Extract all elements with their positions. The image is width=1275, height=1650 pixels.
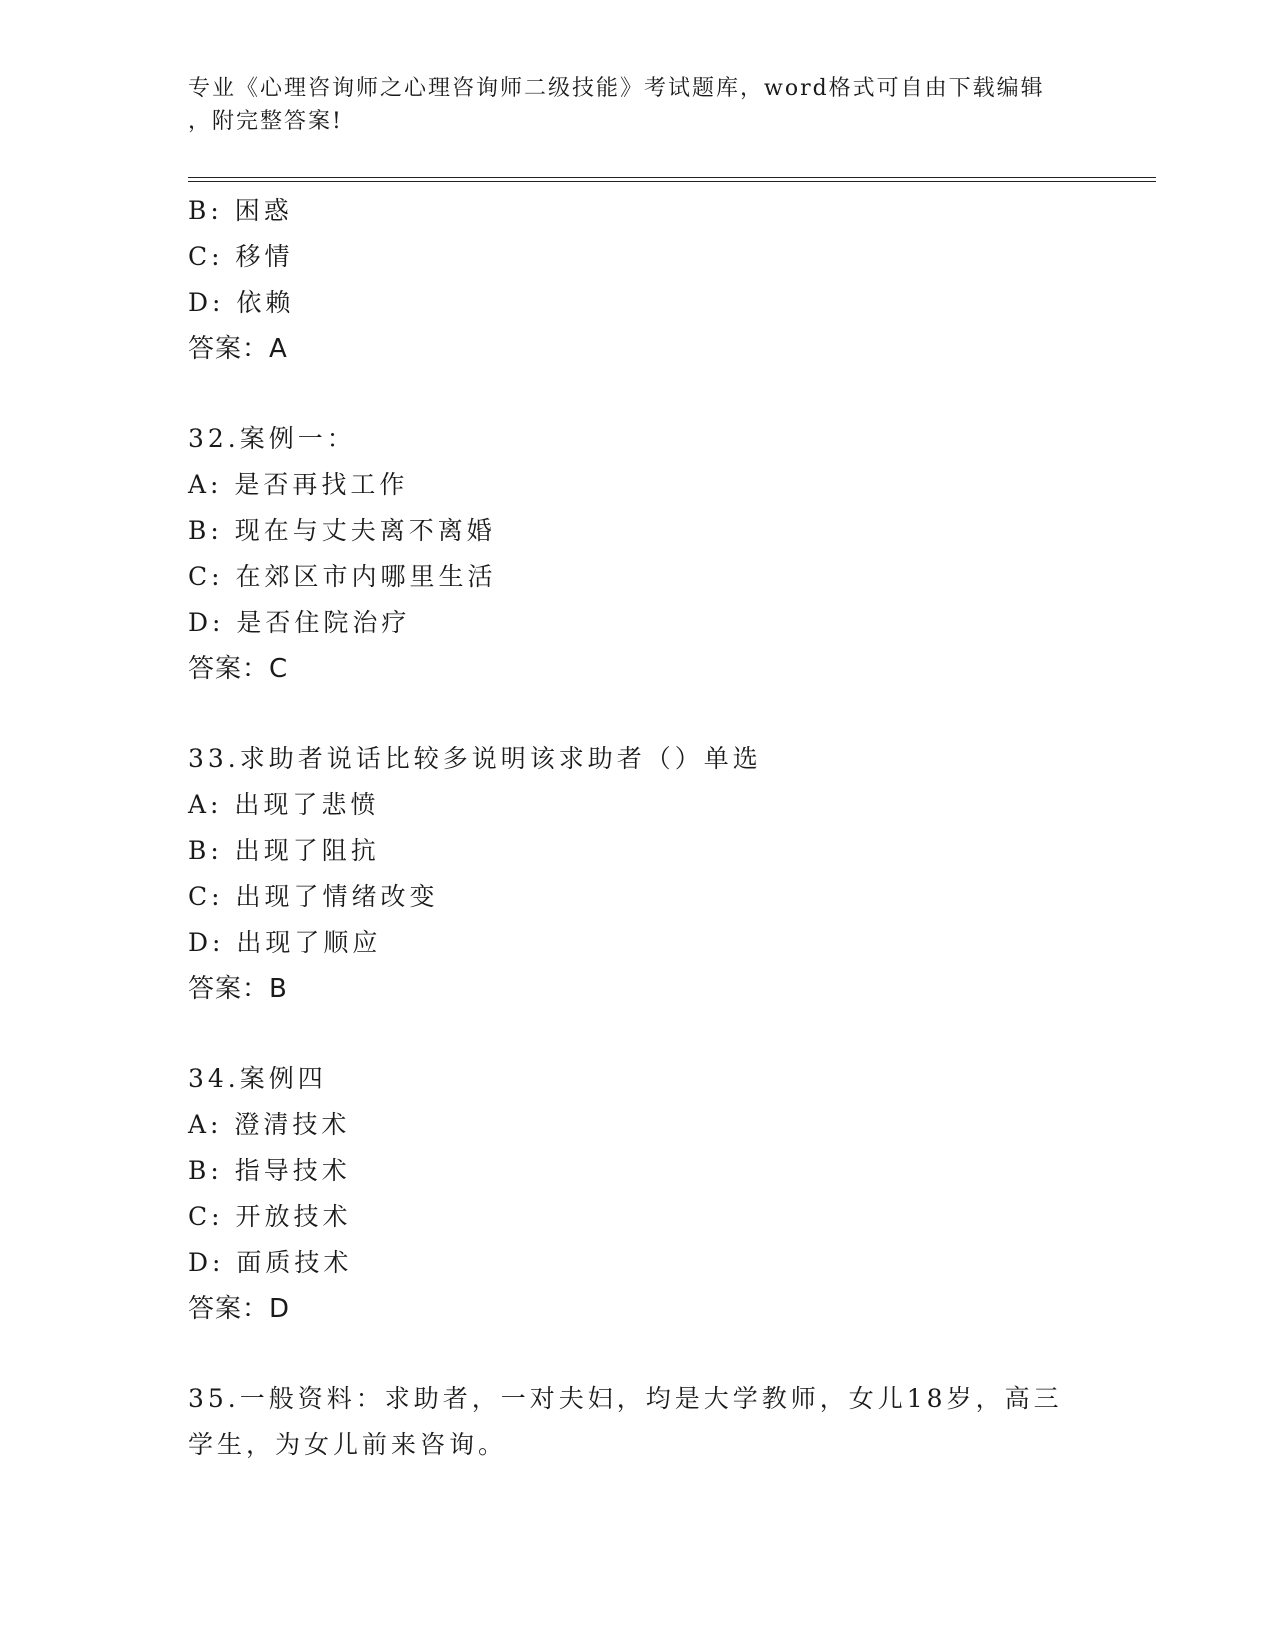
option-d: D: 依赖 bbox=[188, 288, 295, 317]
document-header bbox=[188, 72, 1088, 138]
option-a: A: 是否再找工作 bbox=[188, 470, 409, 499]
question-35 bbox=[188, 1376, 1148, 1468]
option-c: C: 出现了情绪改变 bbox=[188, 882, 439, 911]
header-line-1: 专业《心理咨询师之心理咨询师二级技能》考试题库，word格式可自由下载编辑 bbox=[188, 76, 1045, 101]
question-stem: 32.案例一： bbox=[188, 424, 356, 453]
answer: 答案：A bbox=[188, 334, 288, 364]
option-a: A: 澄清技术 bbox=[188, 1110, 351, 1139]
option-d: D: 面质技术 bbox=[188, 1248, 353, 1277]
question-33 bbox=[188, 736, 1148, 1012]
question-stem: 34.案例四 bbox=[188, 1064, 327, 1093]
answer: 答案：D bbox=[188, 1294, 291, 1324]
option-c: C: 开放技术 bbox=[188, 1202, 352, 1231]
question-32 bbox=[188, 416, 1148, 692]
question-stem: 33.求助者说话比较多说明该求助者（）单选 bbox=[188, 744, 762, 773]
option-b: B: 指导技术 bbox=[188, 1156, 351, 1185]
header-line-2: ，附完整答案! bbox=[188, 109, 343, 134]
option-c: C: 在郊区市内哪里生活 bbox=[188, 562, 497, 591]
question-31-continued bbox=[188, 188, 1148, 372]
answer: 答案：B bbox=[188, 974, 288, 1004]
option-b: B: 现在与丈夫离不离婚 bbox=[188, 516, 496, 545]
option-a: A: 出现了悲愤 bbox=[188, 790, 380, 819]
header-divider bbox=[188, 177, 1156, 182]
question-stem-line-1: 35.一般资料：求助者，一对夫妇，均是大学教师，女儿18岁，高三 bbox=[188, 1384, 1063, 1413]
option-d: D: 是否住院治疗 bbox=[188, 608, 411, 637]
question-stem-line-2: 学生，为女儿前来咨询。 bbox=[188, 1430, 508, 1459]
answer: 答案：C bbox=[188, 654, 289, 684]
option-c: C: 移情 bbox=[188, 242, 294, 271]
option-b: B: 出现了阻抗 bbox=[188, 836, 380, 865]
question-content bbox=[188, 188, 1148, 1468]
option-b: B: 困惑 bbox=[188, 196, 293, 225]
question-34 bbox=[188, 1056, 1148, 1332]
option-d: D: 出现了顺应 bbox=[188, 928, 382, 957]
